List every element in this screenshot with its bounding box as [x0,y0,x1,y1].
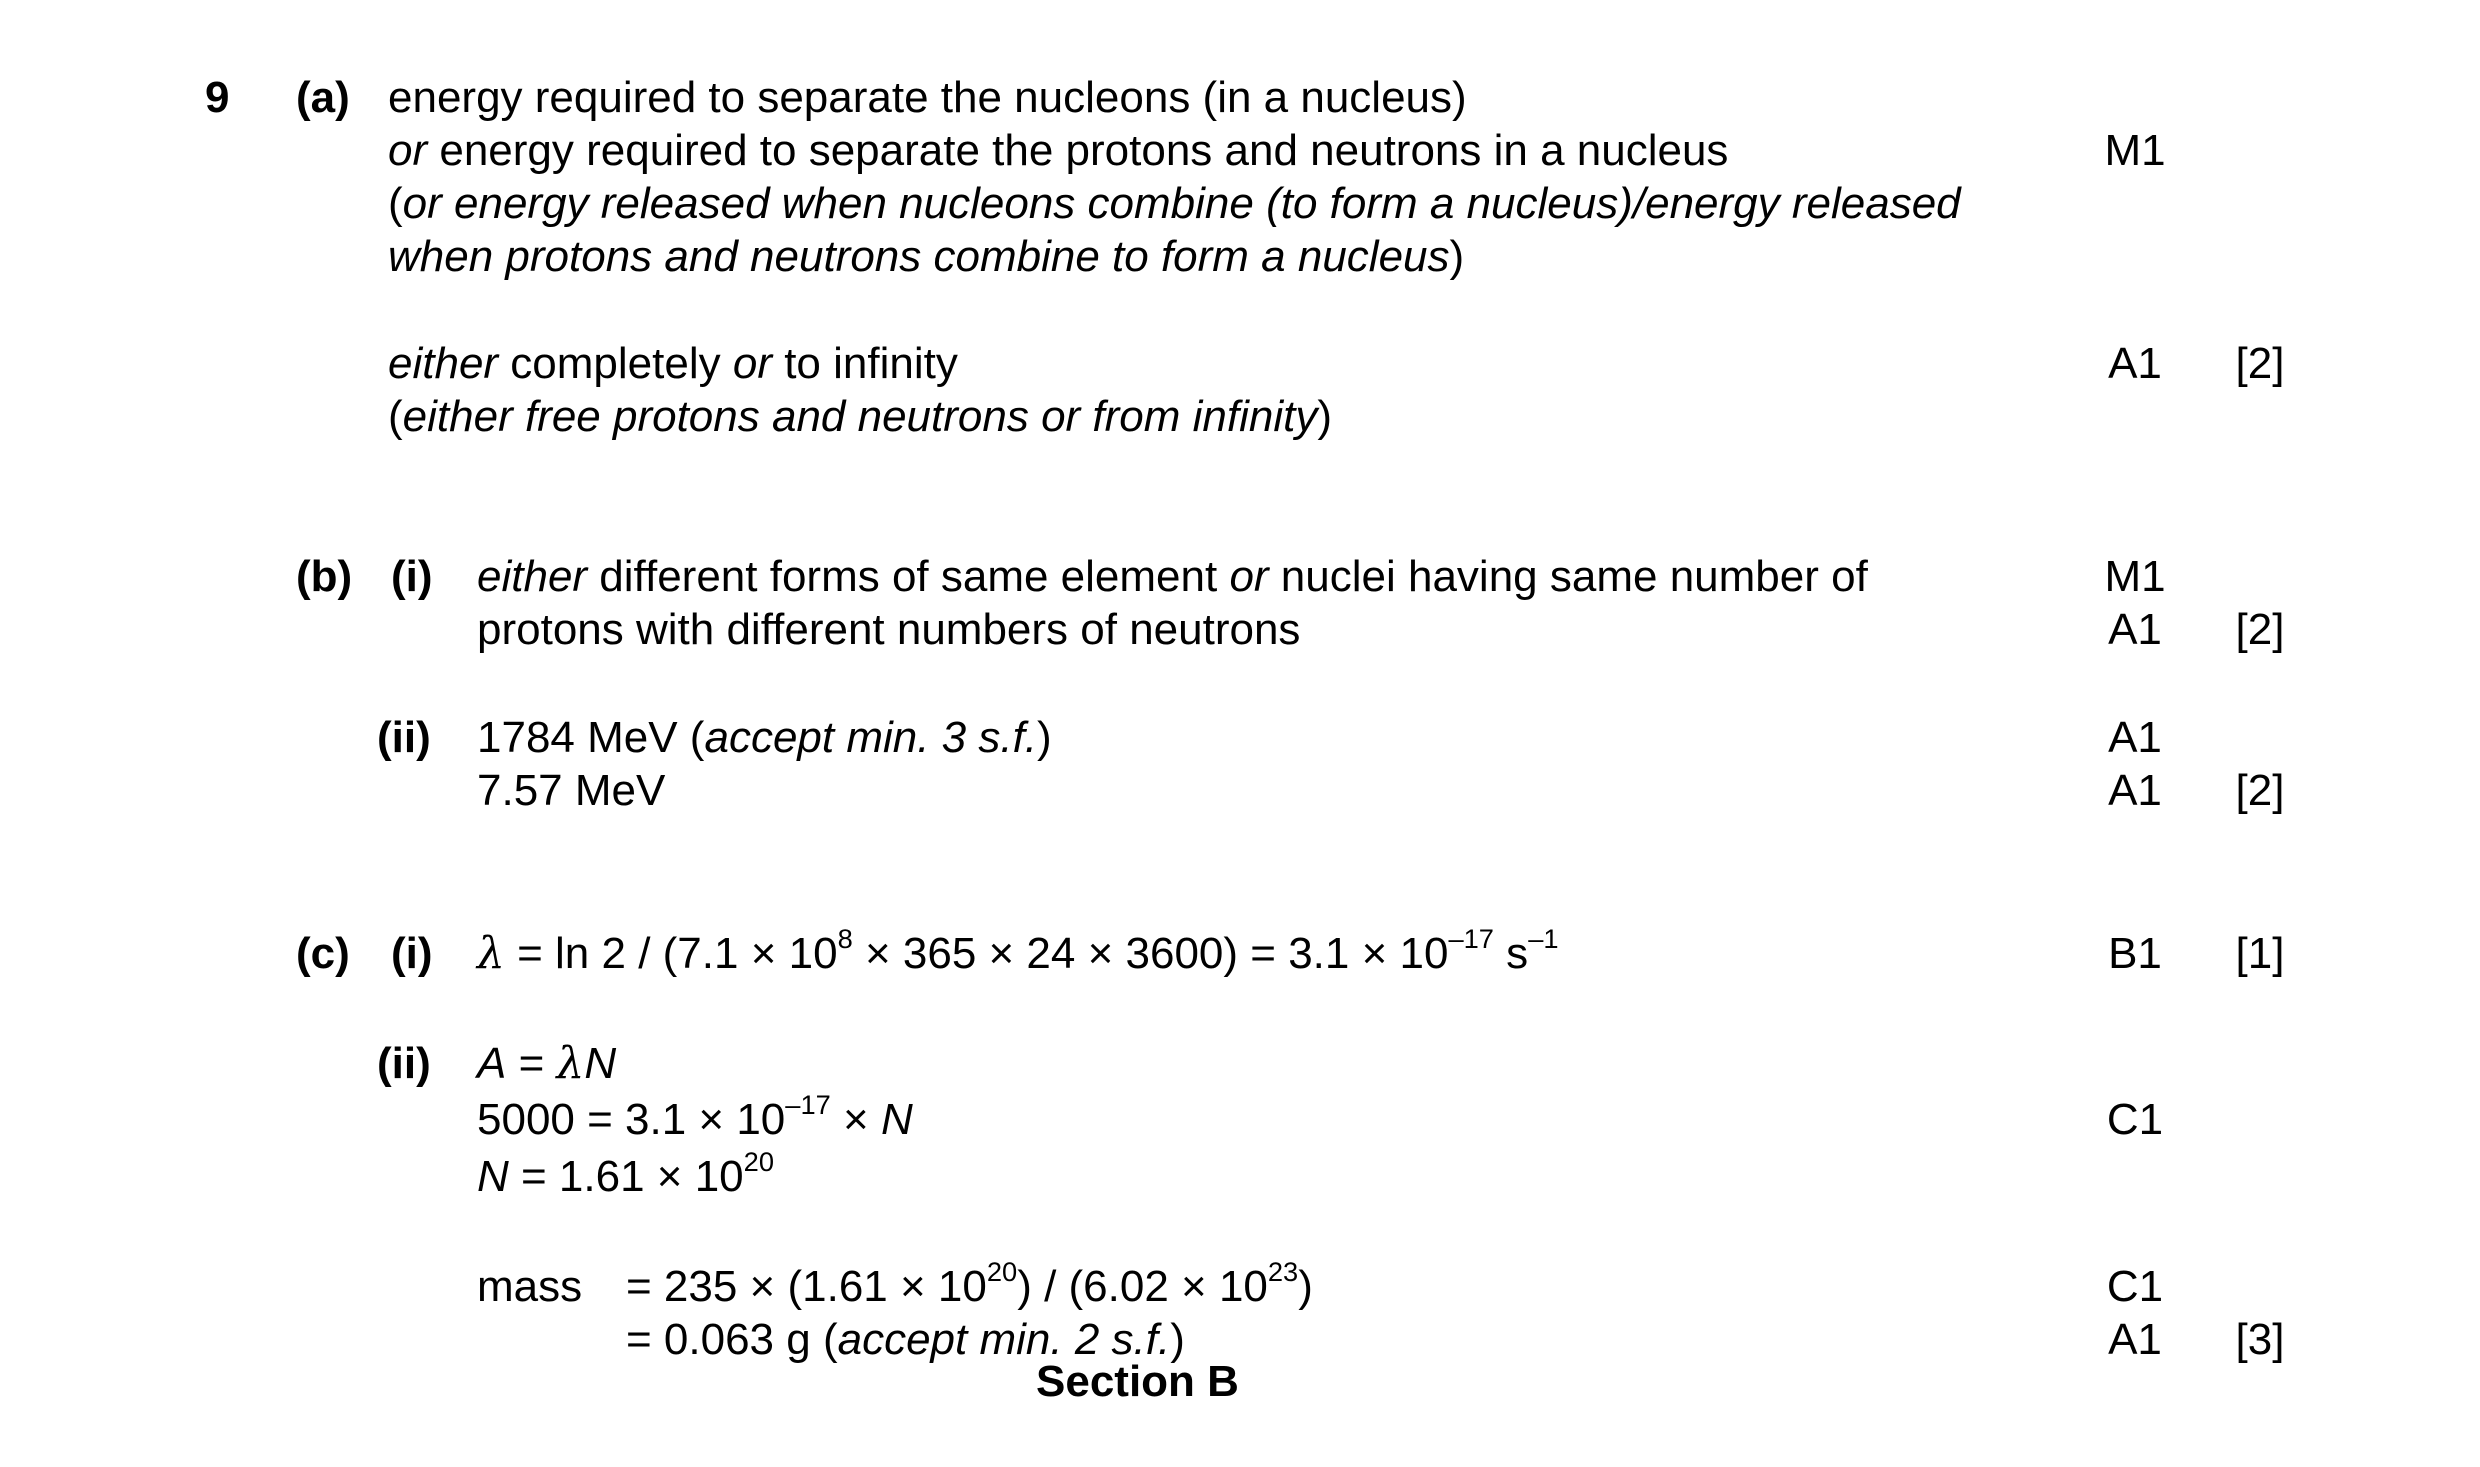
part-a-line-3 [388,179,1961,228]
part-c-ii-mark-1: C1 [2106,1095,2164,1144]
part-b-ii-mark-1: A1 [2108,713,2162,762]
part-b-i-or: or [1229,552,1269,601]
part-c-ii-line-2 [477,1088,913,1144]
part-c-ii-label: (ii) [377,1039,431,1088]
part-a-line-1: energy required to separate the nucleons (in a nucleus) [388,73,1467,122]
question-number: 9 [205,73,230,122]
part-a-line-2-or: or [388,126,428,175]
part-c-ii-total: [3] [2235,1315,2285,1364]
part-a-line-5 [388,339,958,388]
part-a-line-6-text: either free protons and neutrons or from infinity [402,392,1318,441]
part-c-ii-l3-exp: 20 [743,1145,774,1177]
part-a-line-5-mid: completely [498,339,733,388]
part-b-i-mark-a1: A1 [2108,605,2162,654]
mass-result [626,1315,1185,1364]
lambda-symbol: λ [556,1038,585,1089]
mass-result-close: ) [1170,1315,1185,1364]
mass-eq-a: = 235 × (1.61 × 10 [626,1262,987,1311]
part-c-label: (c) [296,929,350,978]
part-a-line-5-rest: to infinity [771,339,958,388]
part-b-ii-note: accept min. 3 s.f. [704,713,1038,762]
mass-exp-1: 20 [986,1255,1018,1287]
lambda-symbol: λ [477,928,505,979]
mass-result-note: accept min. 2 s.f. [837,1315,1171,1364]
equals: = [506,1039,557,1088]
part-c-ii-line-3 [477,1145,774,1201]
part-b-ii-label: (ii) [377,713,431,762]
part-a-label: (a) [296,73,350,122]
part-c-ii-l2-exp: –17 [785,1088,831,1120]
part-a-line-5-either: either [388,339,499,388]
part-b-i-line-1 [477,552,1868,601]
mass-result-value: = 0.063 g ( [626,1315,838,1364]
part-c-i-mark: B1 [2108,929,2162,978]
part-c-i-exp-2: –17 [1448,922,1494,954]
part-c-i-label: (i) [391,929,433,978]
var-N: N [477,1152,509,1201]
part-c-ii-l2-b: × [830,1095,881,1144]
part-b-ii-mark-2: A1 [2108,766,2162,815]
part-a-line-6 [388,392,1333,441]
mass-exp-2: 23 [1267,1255,1299,1287]
part-b-i-rest: nuclei having same number of [1268,552,1868,601]
part-c-ii-line-1 [477,1038,617,1089]
part-b-ii-value: 1784 MeV ( [477,713,705,762]
part-a-mark-m1: M1 [2104,126,2166,175]
part-a-mark-a1: A1 [2108,339,2162,388]
part-b-i-total: [2] [2235,605,2285,654]
mass-equation [626,1255,1313,1311]
part-b-ii-close: ) [1037,713,1052,762]
part-a-line-2 [388,126,1729,175]
part-b-i-line-2: protons with different numbers of neutrons [477,605,1301,654]
part-a-line-6-open: ( [388,392,403,441]
part-b-ii-line-1 [477,713,1052,762]
mass-eq-b: ) / (6.02 × 10 [1017,1262,1268,1311]
mass-label: mass [477,1262,583,1311]
part-c-i-exp-1: 8 [837,922,853,954]
part-b-i-either: either [477,552,588,601]
part-a-line-3-text: or energy released when nucleons combine (to form a nucleus)/energy released [402,179,1961,228]
part-a-total: [2] [2235,339,2285,388]
section-title: Section B [1036,1357,1239,1406]
part-b-ii-line-2: 7.57 MeV [477,766,666,815]
part-c-i-equation [477,922,1559,979]
part-a-line-4-close: ) [1449,232,1465,281]
part-a-line-4 [388,232,1465,281]
part-c-i-eq-b: × 365 × 24 × 3600) = 3.1 × 10 [852,929,1449,978]
part-c-i-eq-a: = ln 2 / (7.1 × 10 [504,929,838,978]
part-c-ii-mark-2: C1 [2106,1262,2164,1311]
part-c-i-unit: s [1493,929,1529,978]
var-N: N [880,1095,913,1144]
part-a-line-6-close: ) [1317,392,1333,441]
var-A: A [477,1039,507,1088]
part-a-line-5-or: or [732,339,772,388]
part-b-ii-total: [2] [2235,766,2285,815]
part-b-label: (b) [296,552,353,601]
var-N: N [584,1039,617,1088]
part-a-line-4-text: when protons and neutrons combine to form a nucleus [388,232,1450,281]
part-c-ii-l3-a: = 1.61 × 10 [508,1152,744,1201]
mass-eq-c: ) [1298,1262,1313,1311]
part-c-i-exp-3: –1 [1528,922,1559,954]
part-c-ii-mark-3: A1 [2108,1315,2162,1364]
part-c-i-total: [1] [2235,929,2285,978]
part-a-line-2-text: energy required to separate the protons and neutrons in a nucleus [427,126,1729,175]
part-a-line-3-open: ( [388,179,403,228]
part-b-i-label: (i) [391,552,433,601]
part-b-i-mid: different forms of same element [587,552,1230,601]
part-c-ii-l2-a: 5000 = 3.1 × 10 [477,1095,786,1144]
part-b-i-mark-m1: M1 [2104,552,2166,601]
